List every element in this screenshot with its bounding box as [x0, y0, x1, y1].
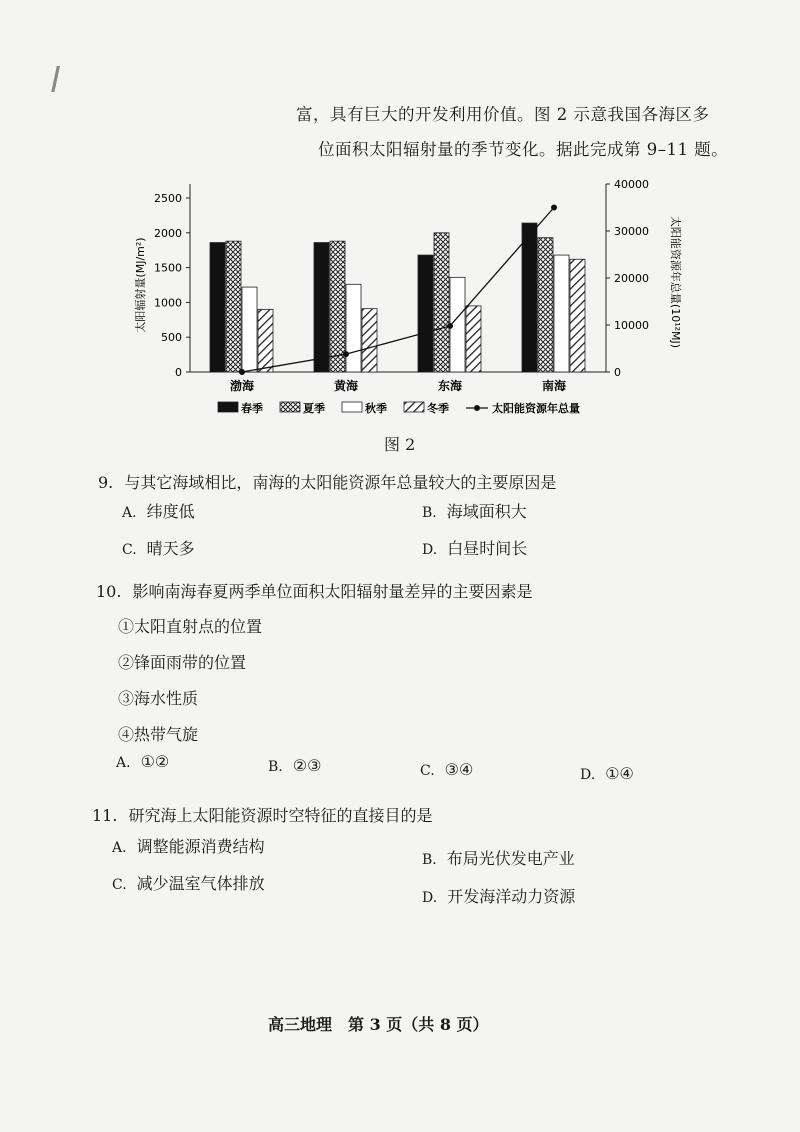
category-label-3: 南海 [541, 379, 567, 393]
line-series-annual-total [242, 208, 554, 373]
question-9-number: 9. [98, 473, 114, 492]
question-10 [96, 579, 533, 602]
q10-item-1: ①太阳直射点的位置 [118, 617, 263, 636]
bar-夏季-南海 [538, 238, 553, 372]
bar-冬季-黄海 [362, 309, 377, 372]
question-11-text: 研究海上太阳能资源时空特征的直接目的是 [128, 806, 433, 825]
q10-option-a[interactable]: A. ①② [116, 752, 170, 771]
legend-label-3: 冬季 [427, 402, 449, 415]
bar-冬季-东海 [466, 306, 481, 372]
figure-caption: 图 2 [384, 435, 416, 454]
left-tick-label-1: 500 [161, 331, 182, 345]
category-label-1: 黄海 [333, 379, 359, 393]
q10-item-3: ③海水性质 [118, 689, 199, 708]
bar-夏季-黄海 [330, 241, 345, 372]
question-11 [92, 803, 433, 826]
legend-label-1: 夏季 [303, 402, 325, 415]
bar-夏季-东海 [434, 233, 449, 372]
right-axis-title: 太阳能资源年总量(10¹²MJ) [669, 215, 682, 349]
q9-option-b[interactable]: B. 海域面积大 [422, 502, 527, 521]
bar-春季-黄海 [314, 243, 329, 372]
line-point-2 [447, 323, 453, 329]
legend-swatch-2 [342, 402, 362, 412]
scan-fold-mark [51, 66, 65, 92]
question-11-number: 11. [92, 806, 118, 825]
solar-radiation-chart [118, 172, 730, 428]
q9-option-d[interactable]: D. 白昼时间长 [422, 539, 528, 558]
bar-秋季-南海 [554, 255, 569, 372]
legend-label-0: 春季 [241, 402, 263, 415]
q10-option-c[interactable]: C. ③④ [420, 760, 474, 779]
q11-option-a[interactable]: A. 调整能源消费结构 [112, 837, 265, 856]
q10-item-4: ④热带气旋 [118, 725, 199, 744]
bar-秋季-渤海 [242, 287, 257, 372]
right-tick-label-2: 20000 [614, 272, 649, 285]
bar-冬季-渤海 [258, 309, 273, 372]
q10-option-b[interactable]: B. ②③ [268, 756, 322, 775]
intro-line-2: 位面积太阳辐射量的季节变化。据此完成第 9–11 题。 [318, 140, 729, 159]
category-label-0: 渤海 [229, 379, 255, 393]
bar-夏季-渤海 [226, 241, 241, 372]
left-tick-label-2: 1000 [154, 296, 182, 310]
legend-swatch-3 [404, 402, 424, 412]
q10-item-2: ②锋面雨带的位置 [118, 653, 247, 672]
q11-option-b[interactable]: B. 布局光伏发电产业 [422, 849, 575, 868]
line-point-1 [343, 351, 349, 357]
legend-line-marker [474, 405, 480, 411]
page-footer: 高三地理 第 3 页（共 8 页） [268, 1015, 489, 1034]
legend-swatch-0 [218, 402, 238, 412]
bar-秋季-黄海 [346, 284, 361, 372]
right-tick-label-3: 30000 [614, 225, 649, 238]
left-tick-label-4: 2000 [154, 226, 182, 240]
bar-春季-东海 [418, 255, 433, 372]
right-tick-label-0: 0 [614, 366, 621, 379]
q11-option-d[interactable]: D. 开发海洋动力资源 [422, 887, 576, 906]
question-9 [98, 470, 556, 493]
q11-option-c[interactable]: C. 减少温室气体排放 [112, 874, 265, 893]
q9-option-a[interactable]: A. 纬度低 [122, 502, 195, 521]
left-tick-label-3: 1500 [154, 261, 182, 275]
legend-swatch-1 [280, 402, 300, 412]
question-9-text: 与其它海域相比，南海的太阳能资源年总量较大的主要原因是 [124, 473, 557, 492]
legend-label-2: 秋季 [365, 402, 387, 415]
q9-option-c[interactable]: C. 晴天多 [122, 539, 195, 558]
left-tick-label-5: 2500 [154, 192, 182, 205]
intro-line-1: 富，具有巨大的开发利用价值。图 2 示意我国各海区多 [296, 105, 710, 124]
left-tick-label-0: 0 [175, 366, 182, 379]
category-label-2: 东海 [437, 379, 463, 393]
right-tick-label-4: 40000 [614, 178, 649, 191]
bar-春季-渤海 [210, 243, 225, 372]
bar-春季-南海 [522, 223, 537, 372]
right-tick-label-1: 10000 [614, 319, 649, 332]
line-point-0 [239, 369, 245, 375]
line-point-3 [551, 205, 557, 211]
bar-冬季-南海 [570, 259, 585, 372]
q10-option-d[interactable]: D. ①④ [580, 764, 634, 783]
question-10-text: 影响南海春夏两季单位面积太阳辐射量差异的主要因素是 [132, 582, 533, 601]
legend-label-4: 太阳能资源年总量 [492, 402, 580, 415]
left-axis-title: 太阳辐射量(MJ/m²) [134, 237, 147, 333]
question-10-number: 10. [96, 582, 122, 601]
